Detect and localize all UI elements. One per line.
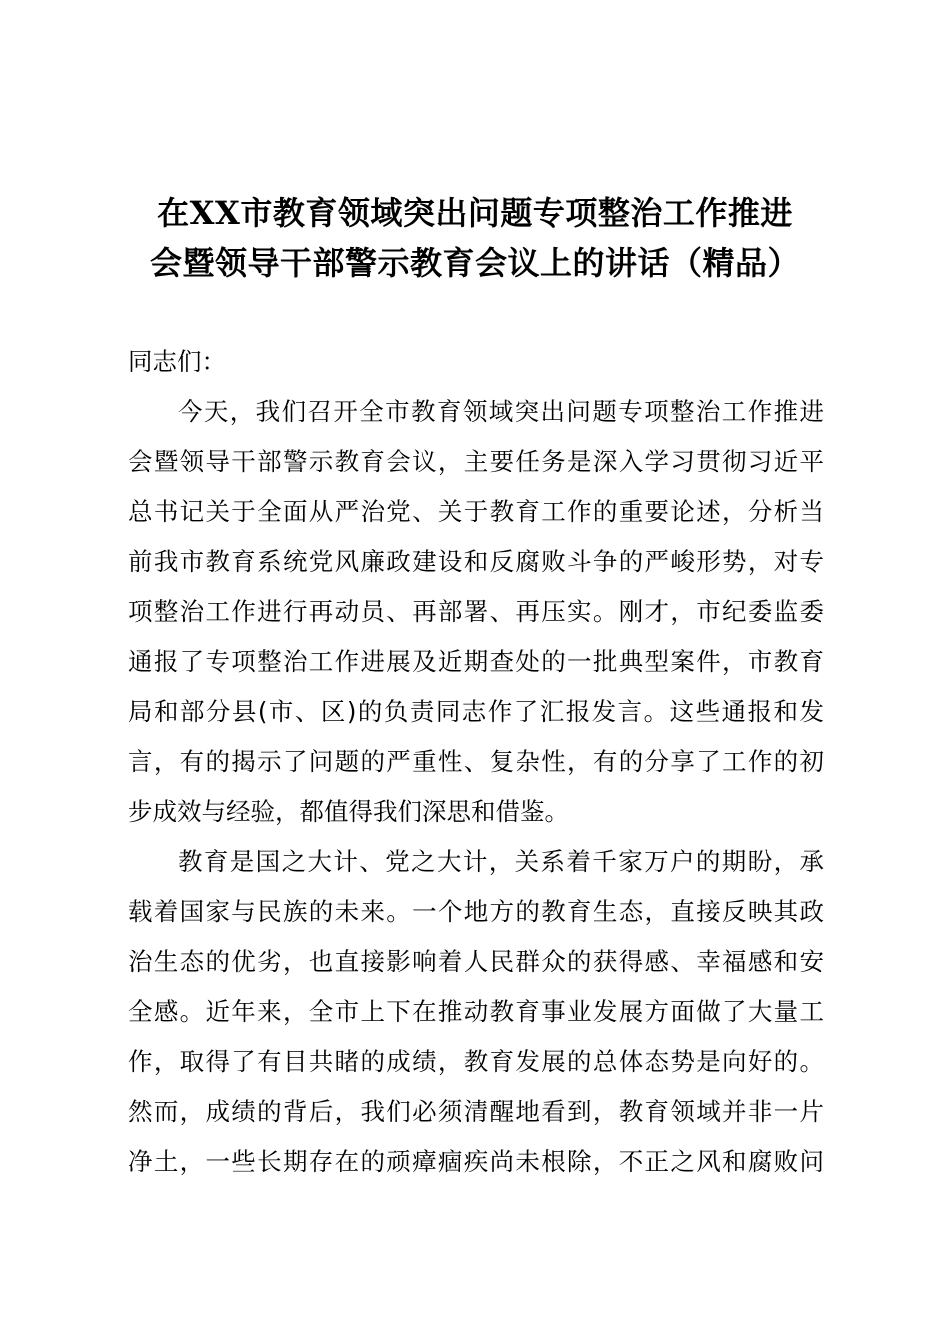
salutation: 同志们： [128,347,226,376]
document-title-line-1: 在XX市教育领域突出问题专项整治工作推进 [157,194,793,232]
document-title-line-2: 会暨领导干部警示教育会议上的讲话（精品） [149,244,800,282]
paragraph-2-line: 净土，一些长期存在的顽瘴痼疾尚未根除，不正之风和腐败问 [128,1147,824,1176]
paragraph-1-line: 总书记关于全面从严治党、关于教育工作的重要论述，分析当 [128,497,824,526]
paragraph-1-line: 局和部分县(市、区)的负责同志作了汇报发言。这些通报和发 [128,697,824,726]
paragraph-1-line: 今天，我们召开全市教育领域突出问题专项整治工作推进 [178,397,824,426]
paragraph-1-line: 通报了专项整治工作进展及近期查处的一批典型案件，市教育 [128,647,824,676]
paragraph-2-line: 全感。近年来，全市上下在推动教育事业发展方面做了大量工 [128,997,824,1026]
paragraph-2-line: 载着国家与民族的未来。一个地方的教育生态，直接反映其政 [128,897,824,926]
paragraph-1-line: 前我市教育系统党风廉政建设和反腐败斗争的严峻形势，对专 [128,547,824,576]
paragraph-1-line: 会暨领导干部警示教育会议，主要任务是深入学习贯彻习近平 [128,447,824,476]
paragraph-1-line: 项整治工作进行再动员、再部署、再压实。刚才，市纪委监委 [128,597,824,626]
paragraph-1-line: 言，有的揭示了问题的严重性、复杂性，有的分享了工作的初 [128,747,824,776]
paragraph-2-line: 然而，成绩的背后，我们必须清醒地看到，教育领域并非一片 [128,1097,824,1126]
paragraph-2-line: 治生态的优劣，也直接影响着人民群众的获得感、幸福感和安 [128,947,824,976]
paragraph-1-line: 步成效与经验，都值得我们深思和借鉴。 [128,797,569,826]
paragraph-2-line: 作，取得了有目共睹的成绩，教育发展的总体态势是向好的。 [128,1047,824,1076]
paragraph-2-line: 教育是国之大计、党之大计，关系着千家万户的期盼，承 [178,847,824,876]
